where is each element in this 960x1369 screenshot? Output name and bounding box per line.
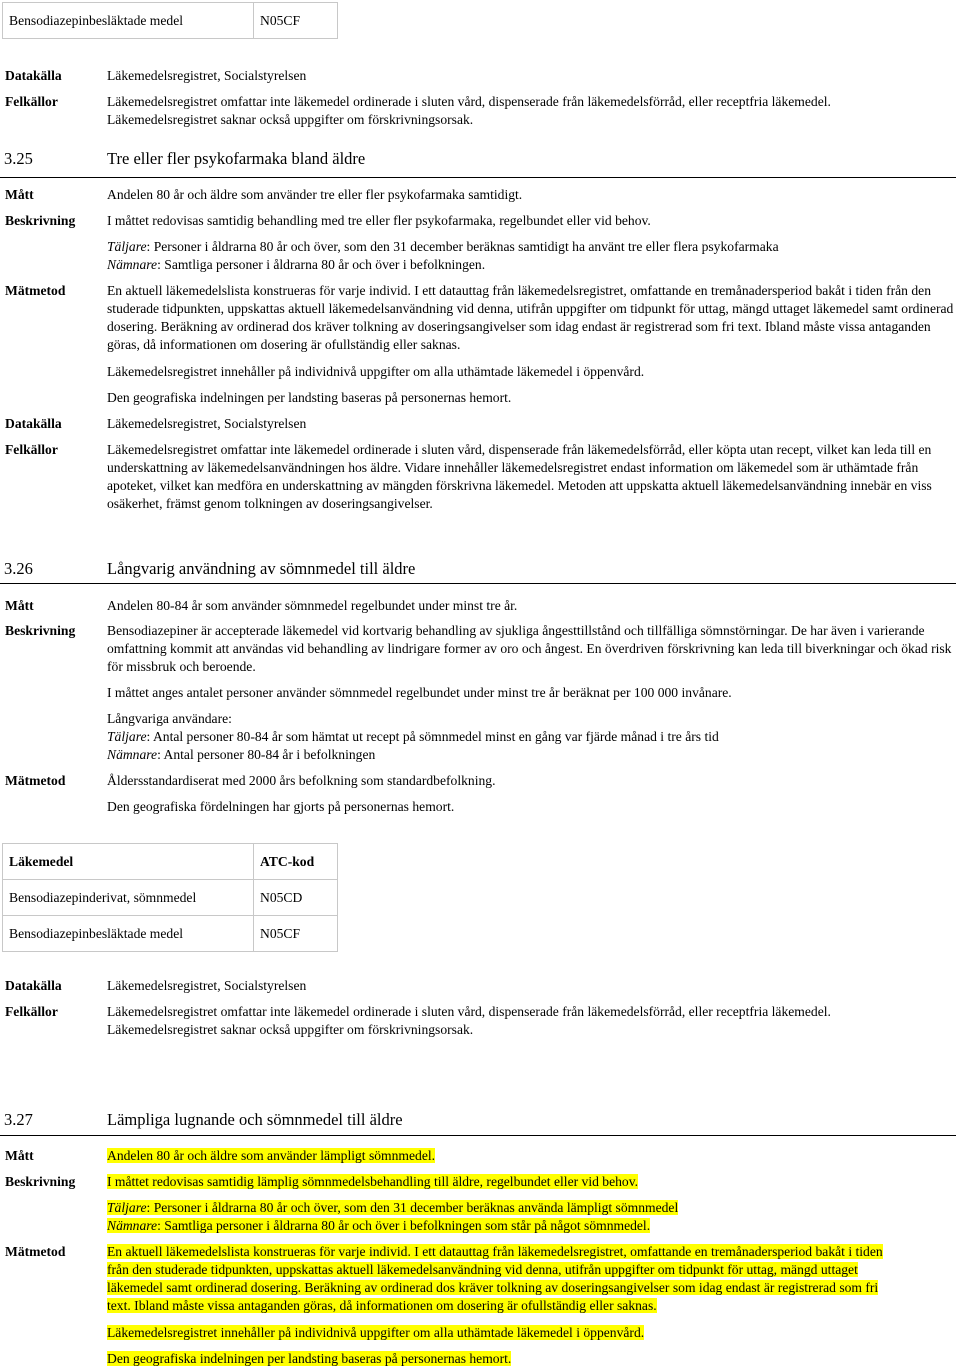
beskrivning-paragraph: Bensodiazepiner är accepterade läkemedel vid kortvarig behandling av sjukliga ångesttillstånd och tillfälliga sömnstörningar. De har även i varierande omfattning kommit att användas vid behandling av lindrigare former av oro och ångest. En överdriven förskrivning kan leda till biverkningar och ökad risk för missbruk och beroende. <box>107 623 952 674</box>
langvariga-label: Långvariga användare: <box>107 711 232 726</box>
beskrivning-label: Beskrivning <box>5 623 76 638</box>
taljare-line <box>107 238 779 256</box>
namnare-value: : Samtliga personer i åldrarna 80 år och över i befolkningen som står på något sömnmedel. <box>157 1218 651 1233</box>
matmetod-line <box>107 1243 883 1261</box>
matmetod-line <box>107 1350 511 1368</box>
table-cell-code: N05CD <box>254 880 338 916</box>
beskrivning-value: I måttet redovisas samtidig lämplig sömnmedelsbehandling till äldre, regelbundet eller vid behov. <box>107 1174 639 1189</box>
namnare-line <box>107 256 485 274</box>
matmetod-line: Läkemedelsregistret innehåller på individnivå uppgifter om alla uthämtade läkemedel i öppenvård. <box>107 364 645 379</box>
matmetod-line <box>107 1324 644 1342</box>
namnare-value: : Antal personer 80-84 år i befolkningen <box>157 747 376 762</box>
beskrivning-label: Beskrivning <box>5 1174 76 1189</box>
matt-value: Andelen 80 år och äldre som använder lämpligt sömnmedel. <box>107 1148 436 1163</box>
namnare-label: Nämnare <box>107 747 158 762</box>
table-header-atc: ATC-kod <box>254 844 338 880</box>
felkallor-line: Läkemedelsregistret omfattar inte läkemedel ordinerade i sluten vård, dispenserade från läkemedelsförråd, eller receptfria läkemedel. <box>107 94 831 109</box>
beskrivning-line: I måttet anges antalet personer använder sömnmedel regelbundet under minst tre år beräknat per 100 000 invånare. <box>107 685 732 700</box>
matmetod-text: En aktuell läkemedelslista konstrueras för varje individ. I ett datauttag från läkemedelsregistret, omfattande en tremånadersperiod bakåt i tiden <box>107 1244 883 1259</box>
matt-value: Andelen 80-84 år som använder sömnmedel regelbundet under minst tre år. <box>107 598 518 613</box>
table-cell-name: Bensodiazepinbesläktade medel <box>3 3 254 39</box>
taljare-line <box>107 1199 678 1217</box>
beskrivning-value: I måttet redovisas samtidig behandling med tre eller fler psykofarmaka, regelbundet eller vid behov. <box>107 213 651 228</box>
table-cell-code: N05CF <box>254 916 338 952</box>
namnare-line <box>107 1217 650 1235</box>
matt-value: Andelen 80 år och äldre som använder tre eller fler psykofarmaka samtidigt. <box>107 187 523 202</box>
felkallor-label: Felkällor <box>5 442 58 457</box>
matt-label: Mått <box>5 187 34 202</box>
section-title: Tre eller fler psykofarmaka bland äldre <box>107 149 366 168</box>
atc-table <box>2 843 338 952</box>
matmetod-text: läkemedel samt ordinerad dosering. Beräkning av ordinerad dos kräver tolkning av doseringsangivelser som idag endast är registrerad som fri <box>107 1280 879 1295</box>
matmetod-line <box>107 1297 657 1315</box>
matmetod-text: från den studerade tidpunkten, uppskattas aktuell läkemedelsanvändning vid denna, utifrån uppgifter om tidpunkt för uttag, mängd uttaget <box>107 1262 858 1277</box>
table-cell-name: Bensodiazepinbesläktade medel <box>3 916 254 952</box>
matt-value-line <box>107 1147 435 1165</box>
felkallor-label: Felkällor <box>5 94 58 109</box>
matt-label: Mått <box>5 598 34 613</box>
taljare-line <box>107 728 719 746</box>
felkallor-paragraph: Läkemedelsregistret omfattar inte läkemedel ordinerade i sluten vård, dispenserade från läkemedelsförråd, eller köpta utan recept, vilket kan leda till en underskattning av läkemedelsanvändningen hos äldre. Vidare innehåller läkemedelsregistret endast information om läkemedel som är uthämtade från apoteket, vilket kan medföra en underskattning av mängden förskrivna läkemedel. Metoden att uppskatta aktuell läkemedelsanvändning innebär en viss osäkerhet, främst genom tolkningen av doseringsangivelser. <box>107 442 932 511</box>
table-header-lakemedel: Läkemedel <box>3 844 254 880</box>
matmetod-label: Mätmetod <box>5 773 66 788</box>
beskrivning-value-line <box>107 1173 638 1191</box>
taljare-value: : Personer i åldrarna 80 år och över, som den 31 december beräknas samtidigt ha använt tre eller flera psykofarmaka <box>146 239 779 254</box>
section-number: 3.27 <box>4 1110 33 1129</box>
datakalla-label: Datakälla <box>5 978 62 993</box>
namnare-value: : Samtliga personer i åldrarna 80 år och över i befolkningen. <box>157 257 486 272</box>
datakalla-label: Datakälla <box>5 68 62 83</box>
matmetod-line <box>107 1279 878 1297</box>
matmetod-paragraph: En aktuell läkemedelslista konstrueras för varje individ. I ett datauttag från läkemedelsregistret, omfattande en tremånadersperiod bakåt i tiden från den studerade tidpunkten, uppskattas aktuell läkemedelsanvändning vid denna, utifrån uppgifter om tidpunkt för uttag, mängd uttaget läkemedel samt ordinerad dosering. Beräkning av ordinerad dos kräver tolkning av doseringsangivelser som idag endast är registrerad som fri text. Ibland måste vissa antaganden göras, då informationen om dosering är ofullständig eller saknas. <box>107 283 954 352</box>
matmetod-line <box>107 1261 858 1279</box>
beskrivning-label: Beskrivning <box>5 213 76 228</box>
matmetod-line: Den geografiska indelningen per landsting baseras på personernas hemort. <box>107 390 512 405</box>
taljare-label: Täljare <box>107 239 147 254</box>
matmetod-line: Den geografiska fördelningen har gjorts på personernas hemort. <box>107 799 455 814</box>
table-cell-code: N05CF <box>254 3 338 39</box>
section-divider <box>0 583 956 584</box>
matmetod-text: Den geografiska indelningen per landsting baseras på personernas hemort. <box>107 1351 512 1366</box>
table-row <box>3 880 338 916</box>
matmetod-text: text. Ibland måste vissa antaganden göras, då informationen om dosering är ofullständig eller saknas. <box>107 1298 657 1313</box>
section-title: Lämpliga lugnande och sömnmedel till äldre <box>107 1110 403 1129</box>
datakalla-value: Läkemedelsregistret, Socialstyrelsen <box>107 978 307 993</box>
matmetod-label: Mätmetod <box>5 283 66 298</box>
namnare-label: Nämnare <box>107 1218 158 1233</box>
datakalla-label: Datakälla <box>5 416 62 431</box>
top-atc-table <box>2 2 338 39</box>
section-title: Långvarig användning av sömnmedel till äldre <box>107 559 416 578</box>
felkallor-line: Läkemedelsregistret omfattar inte läkemedel ordinerade i sluten vård, dispenserade från läkemedelsförråd, eller receptfria läkemedel. <box>107 1004 831 1019</box>
felkallor-line: Läkemedelsregistret saknar också uppgifter om förskrivningsorsak. <box>107 112 474 127</box>
taljare-label: Täljare <box>107 1200 147 1215</box>
matmetod-value: Åldersstandardiserat med 2000 års befolkning som standardbefolkning. <box>107 773 496 788</box>
namnare-line <box>107 746 375 764</box>
section-number: 3.26 <box>4 559 33 578</box>
namnare-label: Nämnare <box>107 257 158 272</box>
table-row <box>3 916 338 952</box>
matmetod-label: Mätmetod <box>5 1244 66 1259</box>
taljare-value: : Personer i åldrarna 80 år och över, som den 31 december beräknas använda lämpligt sömnmedel <box>146 1200 679 1215</box>
matt-label: Mått <box>5 1148 34 1163</box>
section-divider <box>0 1135 956 1136</box>
felkallor-label: Felkällor <box>5 1004 58 1019</box>
taljare-label: Täljare <box>107 729 147 744</box>
section-number: 3.25 <box>4 149 33 168</box>
section-divider <box>0 177 956 178</box>
datakalla-value: Läkemedelsregistret, Socialstyrelsen <box>107 416 307 431</box>
matmetod-text: Läkemedelsregistret innehåller på individnivå uppgifter om alla uthämtade läkemedel i öppenvård. <box>107 1325 645 1340</box>
taljare-value: : Antal personer 80-84 år som hämtat ut recept på sömnmedel minst en gång var fjärde månad i tre års tid <box>146 729 719 744</box>
felkallor-line: Läkemedelsregistret saknar också uppgifter om förskrivningsorsak. <box>107 1022 474 1037</box>
table-cell-name: Bensodiazepinderivat, sömnmedel <box>3 880 254 916</box>
datakalla-value: Läkemedelsregistret, Socialstyrelsen <box>107 68 307 83</box>
